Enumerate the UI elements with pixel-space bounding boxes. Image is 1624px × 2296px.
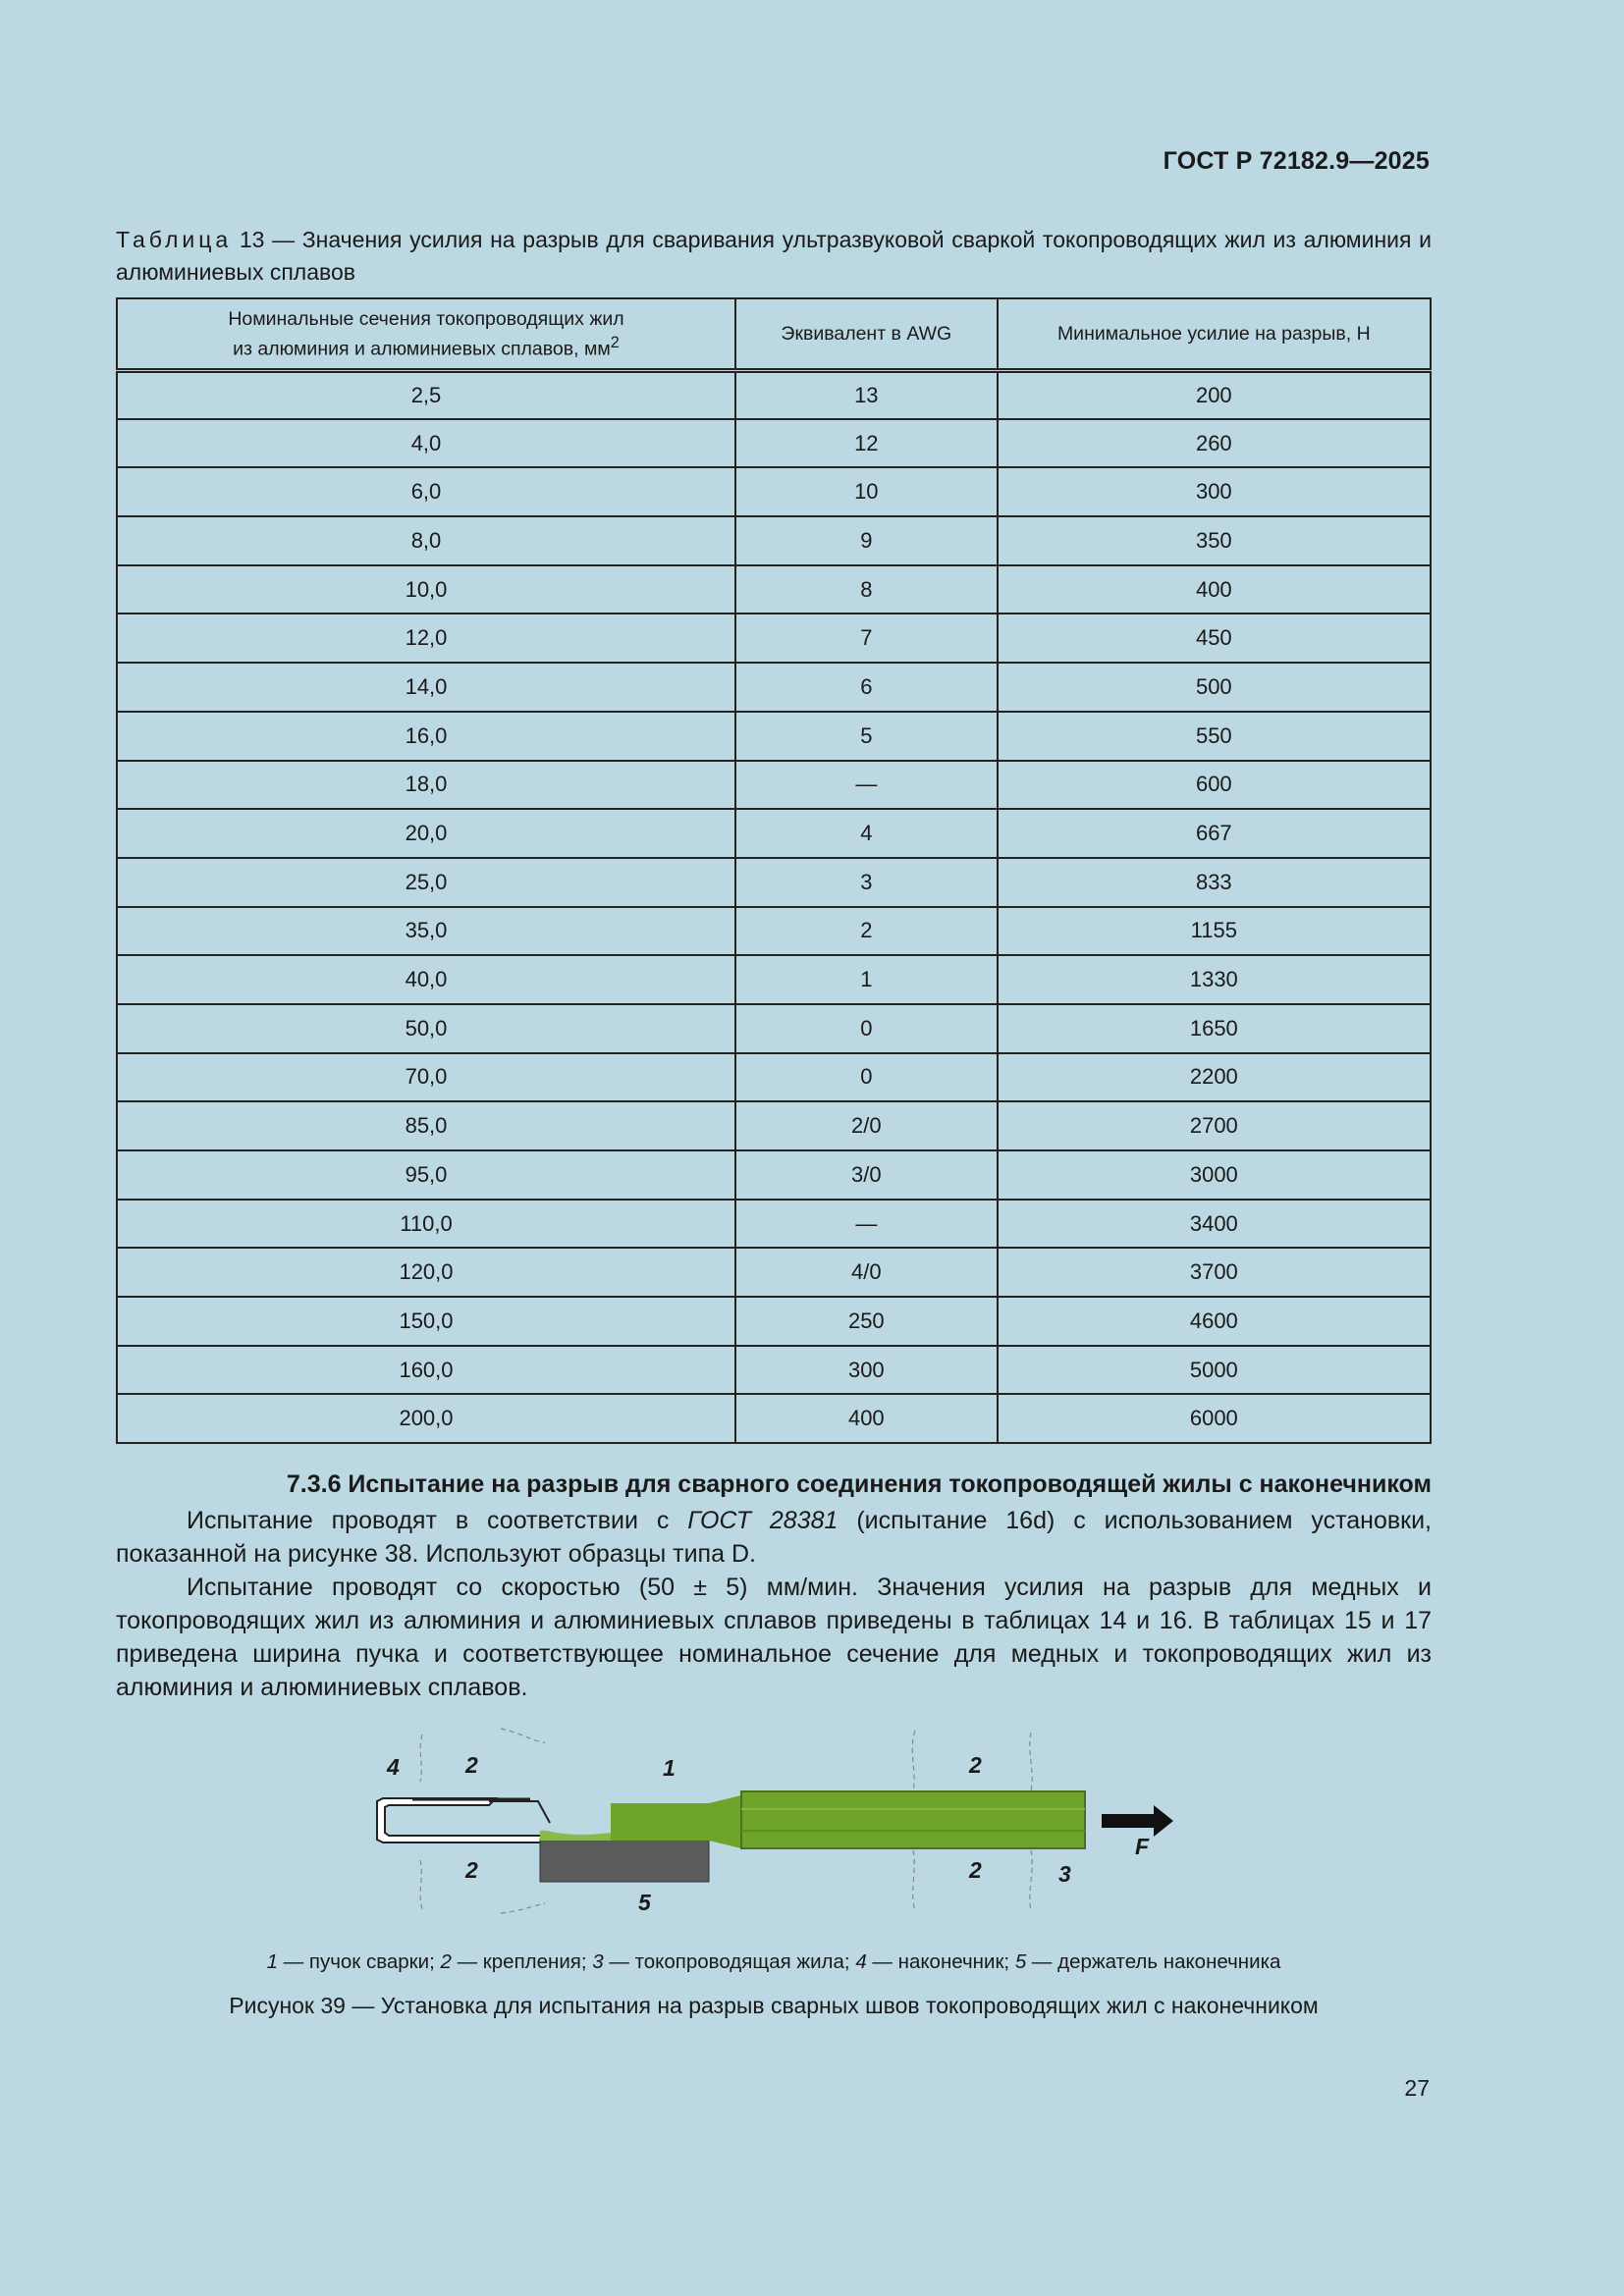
cell-cross-section: 85,0 xyxy=(117,1101,735,1150)
page-number: 27 xyxy=(1404,2075,1430,2101)
cell-cross-section: 70,0 xyxy=(117,1053,735,1102)
header-min-force: Минимальное усилие на разрыв, Н xyxy=(998,298,1431,370)
cell-cross-section: 6,0 xyxy=(117,467,735,516)
table-row xyxy=(117,467,1431,516)
header-cross-section xyxy=(117,298,735,370)
test-setup-drawing xyxy=(363,1723,1188,1919)
header-cross-section-line2: из алюминия и алюминиевых сплавов, мм xyxy=(233,338,611,359)
legend-num-5: 5 xyxy=(1014,1950,1027,1973)
document-code: ГОСТ Р 72182.9—2025 xyxy=(1163,147,1430,175)
cell-awg: 3/0 xyxy=(735,1150,998,1200)
cell-cross-section: 40,0 xyxy=(117,955,735,1004)
header-awg: Эквивалент в AWG xyxy=(735,298,998,370)
cell-awg: 6 xyxy=(735,663,998,712)
cell-awg: 8 xyxy=(735,565,998,614)
cell-min-force: 550 xyxy=(998,712,1431,761)
legend-num-2: 2 xyxy=(440,1950,452,1973)
table-row xyxy=(117,712,1431,761)
cell-awg: 13 xyxy=(735,370,998,419)
cell-cross-section: 160,0 xyxy=(117,1346,735,1395)
cell-awg: 12 xyxy=(735,419,998,468)
cell-min-force: 1650 xyxy=(998,1004,1431,1053)
cell-awg: 300 xyxy=(735,1346,998,1395)
table-row xyxy=(117,858,1431,907)
cell-min-force: 667 xyxy=(998,809,1431,858)
paragraph-test-method xyxy=(116,1504,1432,1571)
cell-cross-section: 35,0 xyxy=(117,907,735,956)
table-row xyxy=(117,1346,1431,1395)
cell-awg: 5 xyxy=(735,712,998,761)
cell-cross-section: 4,0 xyxy=(117,419,735,468)
cell-cross-section: 2,5 xyxy=(117,370,735,419)
cell-min-force: 1155 xyxy=(998,907,1431,956)
cell-min-force: 3000 xyxy=(998,1150,1431,1200)
table-row xyxy=(117,1053,1431,1102)
cell-awg: 400 xyxy=(735,1394,998,1443)
cell-cross-section: 200,0 xyxy=(117,1394,735,1443)
p2-text: Испытание проводят со скоростью (50 ± 5) мм/мин. Значения усилия на разрыв для медных и токопроводящих жил из алюминия и алюминиевых сплавов приведены в таблицах 14 и 16. В таблицах 15 и 17 приведена ширина пучка и соответствующее номинальное сечение для медных и токопроводящих жил из алюминия и алюминиевых сплавов. xyxy=(116,1574,1432,1701)
cell-awg: 250 xyxy=(735,1297,998,1346)
cell-min-force: 450 xyxy=(998,614,1431,663)
cell-cross-section: 50,0 xyxy=(117,1004,735,1053)
table-caption xyxy=(116,224,1432,289)
table-row xyxy=(117,1248,1431,1297)
cell-cross-section: 8,0 xyxy=(117,516,735,565)
cell-min-force: 6000 xyxy=(998,1394,1431,1443)
table-row xyxy=(117,614,1431,663)
cell-cross-section: 25,0 xyxy=(117,858,735,907)
p1-text-before: Испытание проводят в соответствии с xyxy=(187,1507,688,1534)
header-unit-superscript: 2 xyxy=(610,333,620,351)
conductor-icon xyxy=(741,1791,1085,1848)
cell-min-force: 600 xyxy=(998,761,1431,810)
cell-min-force: 300 xyxy=(998,467,1431,516)
table-row xyxy=(117,1004,1431,1053)
legend-num-3: 3 xyxy=(592,1950,604,1973)
terminal-lug-icon xyxy=(377,1798,550,1842)
figure-label-2-top-right: 2 xyxy=(969,1752,982,1778)
test-setup-figure xyxy=(363,1723,1188,1919)
cell-min-force: 200 xyxy=(998,370,1431,419)
cell-cross-section: 10,0 xyxy=(117,565,735,614)
breaking-force-table xyxy=(116,297,1432,1444)
cell-min-force: 2700 xyxy=(998,1101,1431,1150)
cell-min-force: 3700 xyxy=(998,1248,1431,1297)
cell-awg: 4 xyxy=(735,809,998,858)
figure-label-5: 5 xyxy=(638,1890,651,1915)
weld-bundle-icon xyxy=(540,1795,741,1848)
table-row xyxy=(117,419,1431,468)
cell-min-force: 4600 xyxy=(998,1297,1431,1346)
table-row xyxy=(117,1297,1431,1346)
lug-holder-icon xyxy=(540,1839,709,1882)
table-caption-prefix: Таблица xyxy=(116,227,233,252)
table-row xyxy=(117,565,1431,614)
table-row xyxy=(117,516,1431,565)
cell-awg: 3 xyxy=(735,858,998,907)
legend-text-2: — крепления; xyxy=(451,1950,593,1973)
table-header-row xyxy=(117,298,1431,370)
table-row xyxy=(117,1200,1431,1249)
force-arrow-icon xyxy=(1102,1805,1173,1837)
table-row xyxy=(117,761,1431,810)
cell-awg: 2/0 xyxy=(735,1101,998,1150)
legend-text-4: — наконечник; xyxy=(866,1950,1015,1973)
cell-cross-section: 110,0 xyxy=(117,1200,735,1249)
table-row xyxy=(117,1394,1431,1443)
cell-min-force: 260 xyxy=(998,419,1431,468)
legend-text-3: — токопроводящая жила; xyxy=(603,1950,856,1973)
table-row xyxy=(117,809,1431,858)
section-heading: 7.3.6 Испытание на разрыв для сварного соединения токопроводящей жилы с наконечником xyxy=(286,1470,1432,1498)
cell-min-force: 500 xyxy=(998,663,1431,712)
figure-label-2-bottom-left: 2 xyxy=(465,1857,478,1883)
cell-min-force: 5000 xyxy=(998,1346,1431,1395)
cell-awg: 1 xyxy=(735,955,998,1004)
cell-awg: 10 xyxy=(735,467,998,516)
table-row xyxy=(117,907,1431,956)
figure-label-3: 3 xyxy=(1058,1861,1071,1887)
table-body xyxy=(117,370,1431,1443)
cell-cross-section: 14,0 xyxy=(117,663,735,712)
cell-awg: 7 xyxy=(735,614,998,663)
header-cross-section-line1: Номинальные сечения токопроводящих жил xyxy=(228,307,624,330)
cell-awg: 9 xyxy=(735,516,998,565)
cell-awg: 0 xyxy=(735,1053,998,1102)
p1-text-after: (испытание 16d) с использованием установки, показанной на рисунке 38. Используют образцы типа D. xyxy=(116,1507,1433,1568)
cell-awg: 0 xyxy=(735,1004,998,1053)
figure-label-force: F xyxy=(1135,1834,1150,1859)
table-row xyxy=(117,955,1431,1004)
cell-awg: — xyxy=(735,761,998,810)
cell-awg: 4/0 xyxy=(735,1248,998,1297)
figure-caption: Рисунок 39 — Установка для испытания на разрыв сварных швов токопроводящих жил с наконечником xyxy=(229,1993,1319,2018)
cell-min-force: 2200 xyxy=(998,1053,1431,1102)
table-row xyxy=(117,663,1431,712)
cell-min-force: 1330 xyxy=(998,955,1431,1004)
table-row xyxy=(117,370,1431,419)
figure-legend xyxy=(116,1950,1432,1974)
table-row xyxy=(117,1150,1431,1200)
cell-cross-section: 18,0 xyxy=(117,761,735,810)
legend-text-1: — пучок сварки; xyxy=(277,1950,441,1973)
legend-num-1: 1 xyxy=(266,1950,278,1973)
figure-label-2-bottom-right: 2 xyxy=(969,1857,982,1883)
standard-reference: ГОСТ 28381 xyxy=(687,1507,839,1534)
cell-cross-section: 150,0 xyxy=(117,1297,735,1346)
table-caption-text: 13 — Значения усилия на разрыв для сваривания ультразвуковой сваркой токопроводящих жил из алюминия и алюминиевых сплавов xyxy=(116,227,1432,285)
legend-text-5: — держатель наконечника xyxy=(1026,1950,1281,1973)
cell-cross-section: 20,0 xyxy=(117,809,735,858)
cell-min-force: 833 xyxy=(998,858,1431,907)
figure-label-1: 1 xyxy=(663,1755,676,1781)
cell-cross-section: 95,0 xyxy=(117,1150,735,1200)
paragraph-test-speed xyxy=(116,1571,1432,1704)
cell-cross-section: 16,0 xyxy=(117,712,735,761)
table-row xyxy=(117,1101,1431,1150)
cell-cross-section: 12,0 xyxy=(117,614,735,663)
cell-min-force: 350 xyxy=(998,516,1431,565)
figure-label-2-top-left: 2 xyxy=(465,1752,478,1778)
cell-min-force: 400 xyxy=(998,565,1431,614)
legend-num-4: 4 xyxy=(855,1950,867,1973)
cell-cross-section: 120,0 xyxy=(117,1248,735,1297)
figure-label-4: 4 xyxy=(387,1754,400,1780)
cell-awg: — xyxy=(735,1200,998,1249)
cell-min-force: 3400 xyxy=(998,1200,1431,1249)
cell-awg: 2 xyxy=(735,907,998,956)
